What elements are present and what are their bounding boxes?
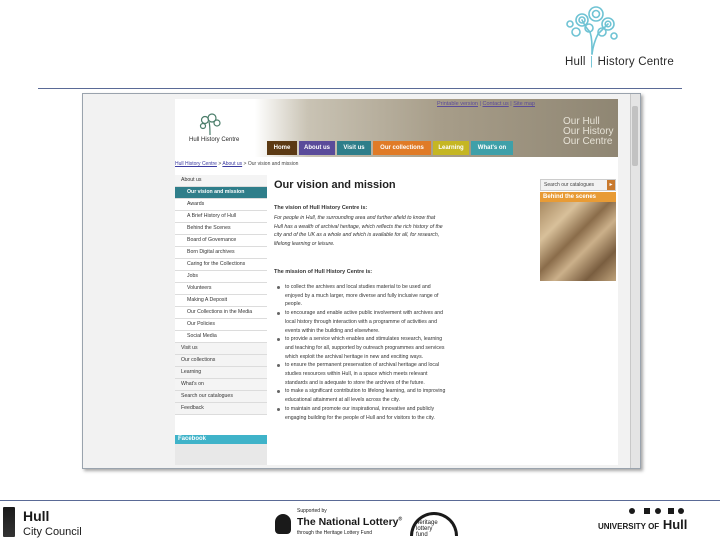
hull-history-centre-tree-logo-icon xyxy=(562,4,622,56)
sidebar-item-born-digital-archives[interactable]: Born Digital archives xyxy=(175,247,267,259)
sidebar-item-caring-for-collections[interactable]: Caring for the Collections xyxy=(175,259,267,271)
contact-us-link[interactable]: Contact us xyxy=(482,101,509,107)
mission-heading: The mission of Hull History Centre is: xyxy=(274,269,373,275)
sidebar-item-search-catalogues[interactable]: Search our catalogues xyxy=(175,391,267,403)
vision-text: For people in Hull, the surrounding area and further afield to know that Hull has a wealth of archival heritage, which reflects the rich history of the city and of the UK as a whole and which is available for all, for research, lifelong learning or leisure. xyxy=(274,215,443,247)
nav-tab-about-us[interactable]: About us xyxy=(299,141,335,155)
sidebar-item-behind-the-scenes[interactable]: Behind the Scenes xyxy=(175,223,267,235)
search-catalogues-label: Search our catalogues xyxy=(544,182,595,188)
university-of-prefix: UNIVERSITY OF xyxy=(598,522,660,531)
sidebar-item-awards[interactable]: Awards xyxy=(175,199,267,211)
list-item xyxy=(274,405,449,422)
crossed-fingers-icon xyxy=(275,514,291,534)
mission-point: to ensure the permanent preservation of archival heritage and local studies resources within Hull, in a space which meets relevant standards and is adequate to store the archives of the future. xyxy=(285,362,439,386)
site-map-link[interactable]: Site map xyxy=(513,101,535,107)
sidebar-item-volunteers[interactable]: Volunteers xyxy=(175,283,267,295)
bullet-icon xyxy=(277,408,280,411)
behind-the-scenes-photo[interactable] xyxy=(540,202,616,281)
nav-tab-whats-on[interactable]: What's on xyxy=(471,141,513,155)
hull-city-council-line1: Hull xyxy=(23,508,50,524)
webpage xyxy=(175,99,618,465)
sidebar-item-about-us[interactable]: About us xyxy=(175,175,267,187)
mission-point: to make a significant contribution to lifelong learning, and to improving educational attainment at all levels across the city. xyxy=(285,388,446,404)
sidebar-item-social-media[interactable]: Social Media xyxy=(175,331,267,343)
sidebar-nav xyxy=(175,175,267,415)
breadcrumb-about-us[interactable]: About us xyxy=(222,161,243,167)
mission-point: to collect the archives and local studies material to be used and enjoyed by a much larger, more diverse and fully inclusive range of people. xyxy=(285,284,439,308)
list-item xyxy=(274,361,449,387)
site-header xyxy=(175,99,618,157)
logo-part-hull: Hull xyxy=(565,56,586,68)
browser-screenshot xyxy=(82,93,641,469)
nav-tab-home[interactable]: Home xyxy=(267,141,297,155)
list-item xyxy=(274,387,449,404)
page-title: Our vision and mission xyxy=(274,179,396,191)
facebook-widget[interactable] xyxy=(175,435,267,465)
sidebar-item-feedback[interactable]: Feedback xyxy=(175,403,267,415)
city-crest-icon xyxy=(3,507,15,537)
search-catalogues-box[interactable] xyxy=(540,179,616,191)
printable-version-link[interactable]: Printable version xyxy=(437,101,478,107)
site-tree-logo-icon xyxy=(197,113,223,135)
breadcrumb-current: Our vision and mission xyxy=(247,161,299,167)
sidebar-item-visit-us[interactable]: Visit us xyxy=(175,343,267,355)
hlf-line2: lottery fund xyxy=(416,526,433,538)
university-of-hull-text xyxy=(598,517,687,532)
sidebar-item-whats-on[interactable]: What's on xyxy=(175,379,267,391)
nav-tab-visit-us[interactable]: Visit us xyxy=(337,141,371,155)
sidebar-item-collections-in-media[interactable]: Our Collections in the Media xyxy=(175,307,267,319)
sidebar-item-board-of-governance[interactable]: Board of Governance xyxy=(175,235,267,247)
sidebar-item-brief-history[interactable]: A Brief History of Hull xyxy=(175,211,267,223)
tagline-line: Our Centre xyxy=(563,136,613,147)
site-tagline xyxy=(563,117,614,147)
footer-divider xyxy=(0,500,720,501)
hull-city-council-line2: City Council xyxy=(23,526,82,538)
vision-heading: The vision of Hull History Centre is: xyxy=(274,205,368,211)
bullet-icon xyxy=(277,390,280,393)
national-lottery-title: The National Lottery xyxy=(297,516,399,528)
supported-by-text: Supported by xyxy=(297,508,327,514)
sidebar-item-our-policies[interactable]: Our Policies xyxy=(175,319,267,331)
arrow-right-icon[interactable]: ▸ xyxy=(607,180,615,190)
breadcrumb-home[interactable]: Hull History Centre xyxy=(175,161,217,167)
site-logo-text: Hull History Centre xyxy=(189,137,240,143)
scrollbar[interactable] xyxy=(630,94,640,468)
university-crest-icon xyxy=(626,507,686,515)
registered-mark: ® xyxy=(398,516,403,523)
sidebar-item-jobs[interactable]: Jobs xyxy=(175,271,267,283)
utility-links: Printable version | Contact us | Site map xyxy=(437,101,535,107)
logo-part-history-centre: History Centre xyxy=(597,56,674,68)
tagline-line: Our Hull xyxy=(563,116,600,127)
bullet-icon xyxy=(277,364,280,367)
bullet-icon xyxy=(277,312,280,315)
main-nav xyxy=(267,141,513,155)
facebook-widget-title: Facebook xyxy=(175,435,267,444)
national-lottery-subtext: through the Heritage Lottery Fund xyxy=(297,530,373,536)
university-name: Hull xyxy=(662,517,688,532)
scrollbar-thumb[interactable] xyxy=(632,106,638,166)
mission-point: to encourage and enable active public involvement with archives and local history through interaction with a programme of activities and events within the building and elsewhere. xyxy=(285,310,444,334)
list-item xyxy=(274,335,449,361)
list-item xyxy=(274,283,449,309)
header-divider xyxy=(38,88,682,89)
mission-point: to maintain and promote our inspirational, innovative and publicly engaging building for the people of Hull and for visitors to the city. xyxy=(285,405,435,421)
hlf-text xyxy=(416,520,438,538)
sidebar-item-learning[interactable]: Learning xyxy=(175,367,267,379)
mission-list xyxy=(274,283,449,422)
mission-point: to provide a service which enables and stimulates research, learning and teaching for all, supported by outreach programmes and services which exploit the archival heritage in new and exciting ways. xyxy=(285,336,445,360)
nav-tab-learning[interactable]: Learning xyxy=(433,141,469,155)
sidebar-item-our-vision-and-mission[interactable]: Our vision and mission xyxy=(175,187,267,199)
nav-tab-our-collections[interactable]: Our collections xyxy=(373,141,431,155)
list-item xyxy=(274,309,449,335)
national-lottery-name xyxy=(297,516,402,528)
tagline-line: Our History xyxy=(563,126,614,137)
hull-history-centre-logo-text: Hull | History Centre xyxy=(565,56,674,68)
behind-the-scenes-heading[interactable]: Behind the scenes xyxy=(540,192,616,202)
sidebar-item-making-a-deposit[interactable]: Making A Deposit xyxy=(175,295,267,307)
sidebar-item-our-collections[interactable]: Our collections xyxy=(175,355,267,367)
breadcrumb: Hull History Centre > About us > Our vision and mission xyxy=(175,161,299,167)
bullet-icon xyxy=(277,286,280,289)
bullet-icon xyxy=(277,338,280,341)
hlf-line1: heritage xyxy=(416,520,438,526)
